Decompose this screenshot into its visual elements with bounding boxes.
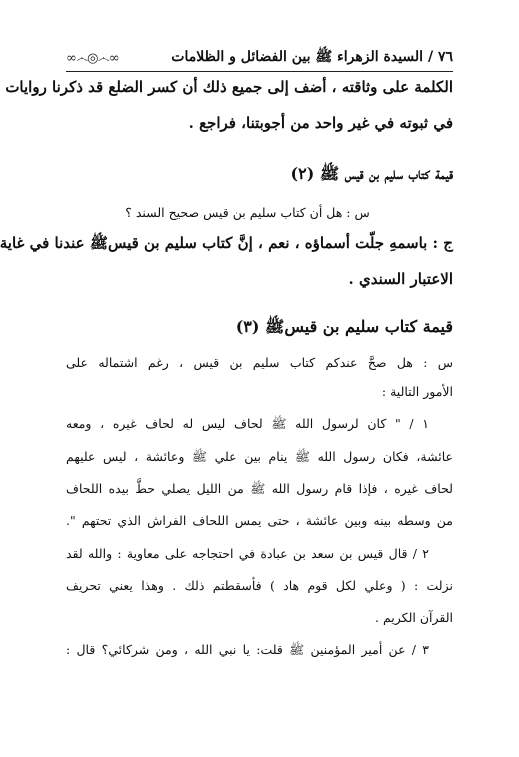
page-number: ٧٦ [437, 49, 453, 65]
quote-line: من وسطه بينه وبين عائشة ، حتى يمس اللحاف الفراش الذي تحتهم ". [66, 513, 453, 528]
section-heading: قيمة كتاب سليم بن قيسﷺ (٣) [235, 317, 453, 336]
header-rule [66, 71, 453, 72]
question-line: الأمور التالية : [381, 384, 453, 399]
answer-line: الاعتبار السندي . [348, 270, 453, 288]
header-title-group [171, 48, 453, 68]
quote-line: القرآن الكريم . [375, 610, 453, 625]
header-ornament: ∞෴◎෴∞ [66, 50, 119, 66]
running-header [66, 46, 453, 70]
quote-line: ٣ / عن أمير المؤمنين ﷺ قلت: يا نبي الله ، ومن شركائي؟ قال : [66, 642, 429, 657]
answer-line: ج : باسمهِ جلّت أسماؤه ، نعم ، إنَّ كتاب سليم بن قيسﷺ عندنا في غاية [0, 234, 453, 252]
text-line: الكلمة على وثاقته ، أضف إلى جميع ذلك أن كسر الضلع قد ذكرنا روايات [5, 78, 453, 96]
question-line: س : هل أن كتاب سليم بن قيس صحيح السند ؟ [125, 205, 370, 220]
text-line: في ثبوته في غير واحد من أجوبتنا، فراجع . [188, 114, 453, 132]
quote-line: ٢ / قال قيس بن سعد بن عبادة في احتجاجه على معاوية : والله لقد [66, 546, 429, 561]
header-separator: / [427, 49, 434, 65]
quote-line: ١ / " كان لرسول الله ﷺ لحاف ليس له لحاف غيره ، ومعه [66, 416, 429, 431]
question-line: س : هل صحَّ عندكم كتاب سليم بن قيس ، رغم اشتماله على [66, 355, 453, 370]
quote-line: لحاف غيره ، فإذا قام رسول الله ﷺ من الليل يصلي حطَّ بيده اللحاف [66, 481, 453, 496]
section-heading: قيمة كتاب سليم بن قيس ﷺ (٢) [290, 164, 453, 183]
quote-line: عائشة، فكان رسول الله ﷺ ينام بين علي ﷺ وعائشة ، ليس عليهم [66, 449, 453, 464]
quote-line: نزلت : ( وعلي لكل قوم هاد ) فأسقطتم ذلك . وهذا يعني تحريف [66, 578, 453, 593]
running-title: السيدة الزهراء ﷺ بين الفضائل و الظلامات [171, 49, 424, 65]
